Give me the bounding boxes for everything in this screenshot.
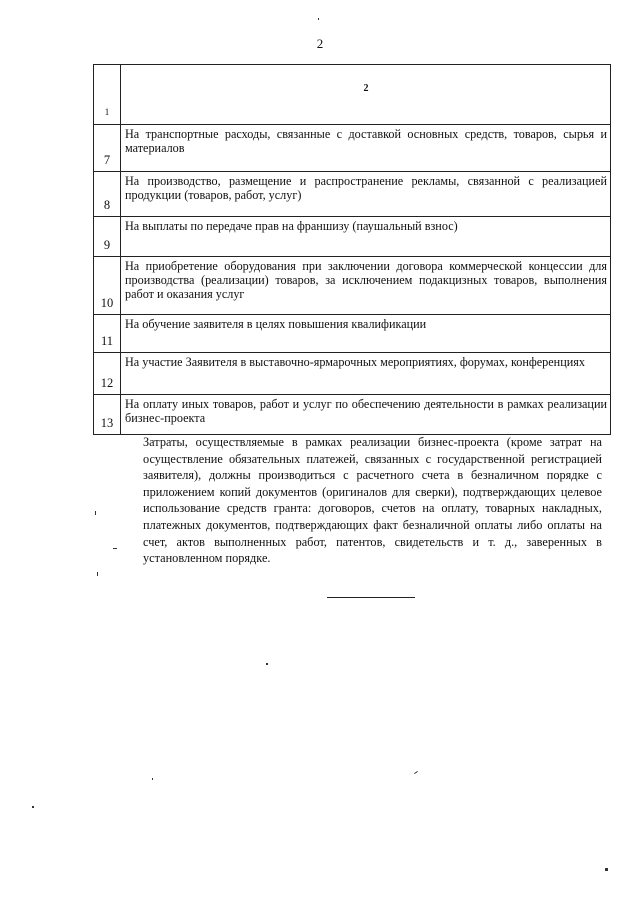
row-number: 7 xyxy=(94,125,121,172)
row-number: 8 xyxy=(94,172,121,217)
row-description: На оплату иных товаров, работ и услуг по обеспечению деятельности в рамках реализации бизнес-проекта xyxy=(121,395,611,435)
scan-speck xyxy=(97,572,98,576)
row-description: На производство, размещение и распространение рекламы, связанной с реализацией продукции (товаров, работ, услуг) xyxy=(121,172,611,217)
table-row xyxy=(94,353,611,395)
table-row xyxy=(94,257,611,315)
scan-speck xyxy=(152,778,153,780)
cost-table xyxy=(93,64,611,435)
scan-speck xyxy=(414,771,418,774)
scan-speck xyxy=(95,511,96,515)
table-row xyxy=(94,315,611,353)
page-number: 2 xyxy=(316,36,324,51)
scan-speck xyxy=(605,868,608,871)
row-number: 12 xyxy=(94,353,121,395)
scan-speck xyxy=(266,663,268,665)
table-header-row xyxy=(94,65,611,125)
table-row xyxy=(94,125,611,172)
header-number-cell: 1 xyxy=(94,65,121,125)
table-row xyxy=(94,395,611,435)
scan-speck xyxy=(32,806,34,808)
row-number: 13 xyxy=(94,395,121,435)
scan-speck xyxy=(113,548,117,549)
scan-speck xyxy=(318,18,319,20)
row-description: На выплаты по передаче прав на франшизу (паушальный взнос) xyxy=(121,217,611,257)
table-row xyxy=(94,172,611,217)
table-row xyxy=(94,217,611,257)
row-number: 11 xyxy=(94,315,121,353)
closing-rule xyxy=(327,597,415,598)
row-number: 9 xyxy=(94,217,121,257)
row-description: На обучение заявителя в целях повышения квалификации xyxy=(121,315,611,353)
header-description-cell: 2 xyxy=(121,65,611,125)
row-description: На транспортные расходы, связанные с доставкой основных средств, товаров, сырья и материалов xyxy=(121,125,611,172)
row-number: 10 xyxy=(94,257,121,315)
row-description: На участие Заявителя в выставочно-ярмарочных мероприятиях, форумах, конференциях xyxy=(121,353,611,395)
cost-note-paragraph: Затраты, осуществляемые в рамках реализации бизнес-проекта (кроме затрат на осуществление обязательных платежей, связанных с государственной регистрацией заявителя), должны производиться с расчетного счета в безналичном порядке с приложением копий документов (оригиналов для сверки), подтверждающих целевое использование средств гранта: договоров, счетов на оплату, товарных накладных, платежных документов, подтверждающих факт безналичной оплаты либо оплаты на счет, актов выполненных работ, патентов, свидетельств и т. д., заверенных в установленном порядке. xyxy=(143,435,602,566)
row-description: На приобретение оборудования при заключении договора коммерческой концессии для производства (реализации) товаров, за исключением подакцизных товаров, выполнения работ и оказания услуг xyxy=(121,257,611,315)
